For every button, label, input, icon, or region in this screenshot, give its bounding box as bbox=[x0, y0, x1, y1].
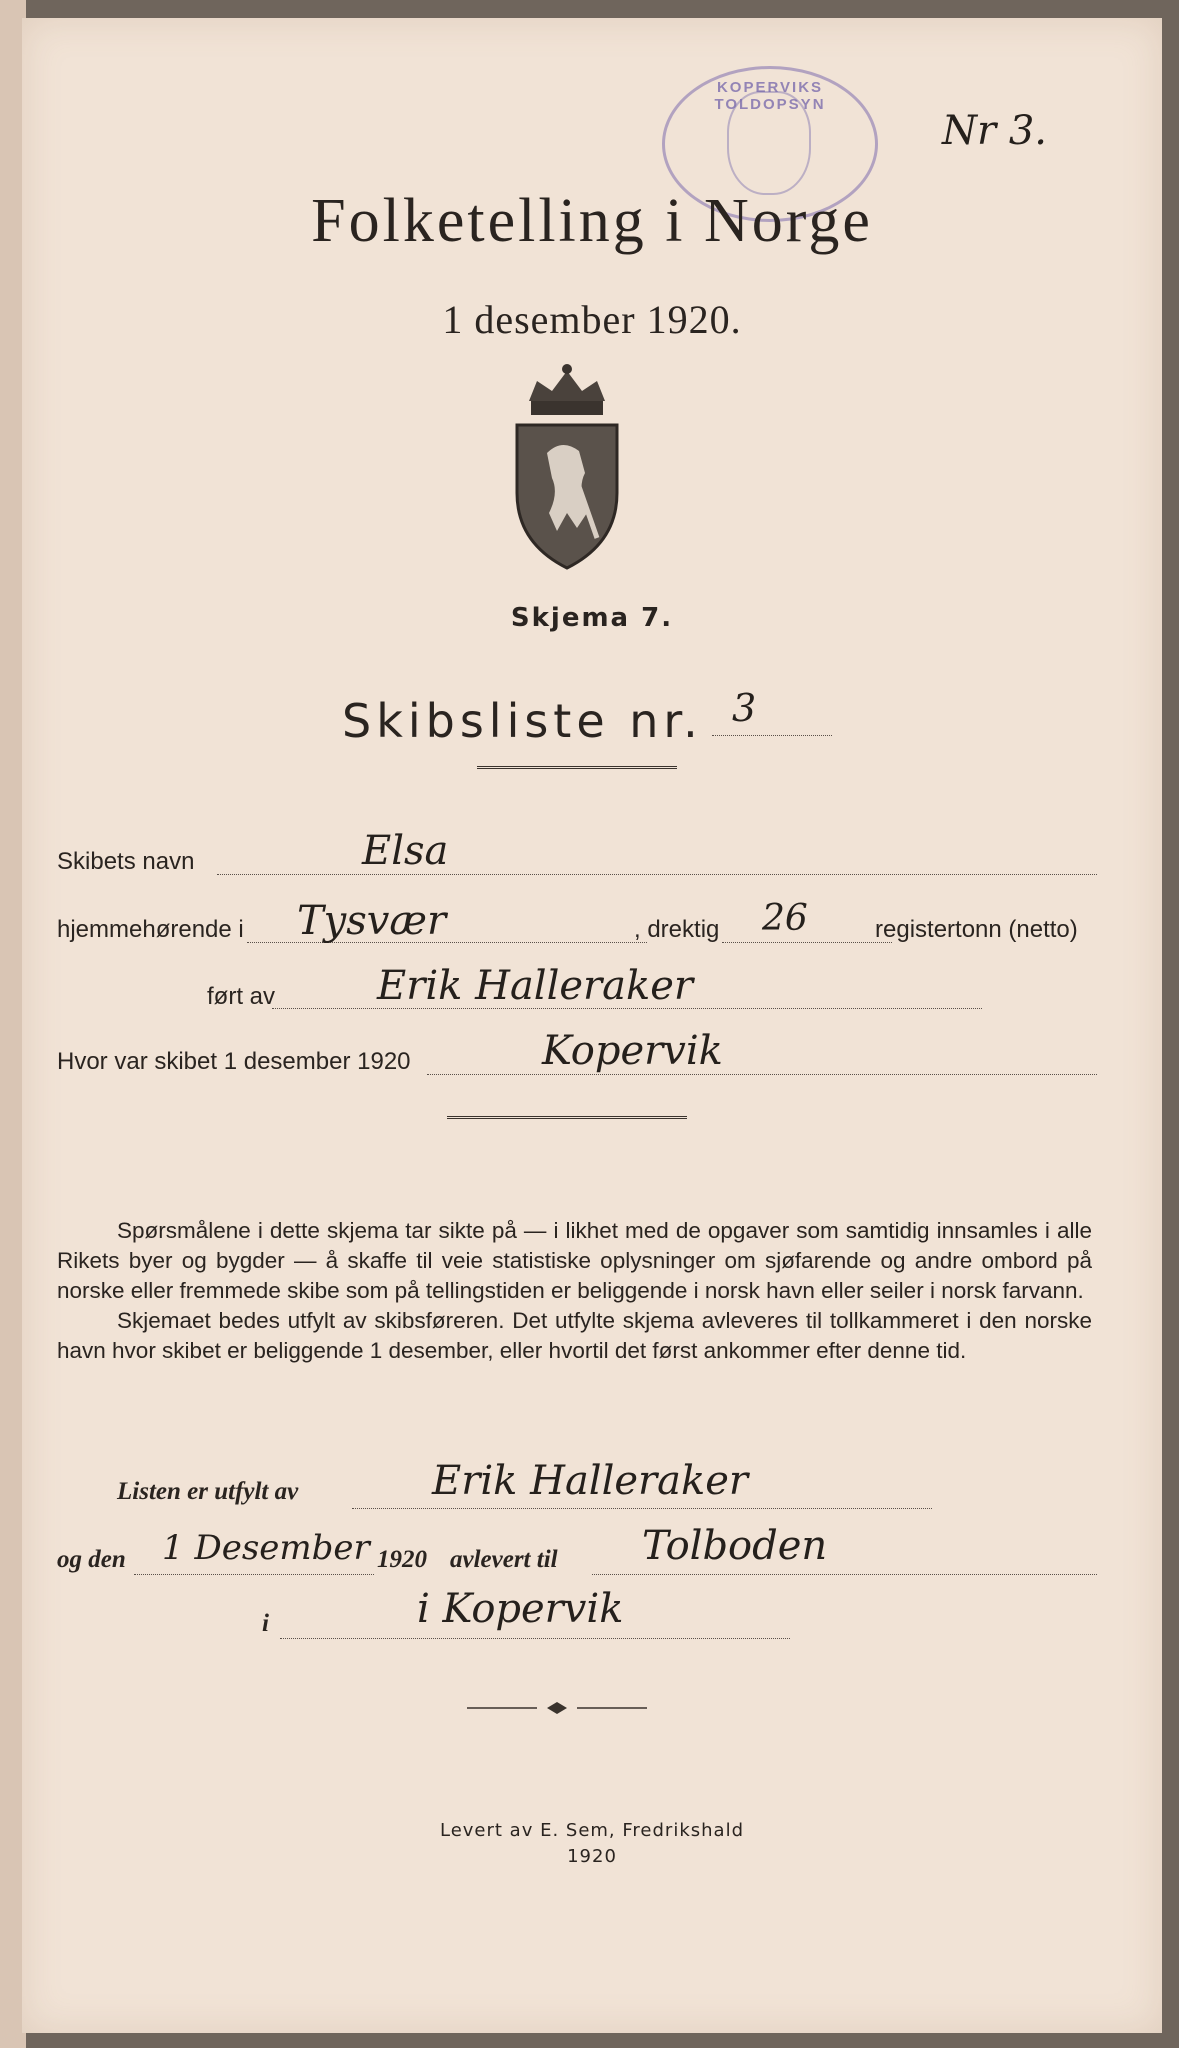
instructions-paragraph-2: Skjemaet bedes utfylt av skibsføreren. Det utfylte skjema avleveres til tollkammeret i den norske havn hvor skibet er beliggende 1 desember, eller hvortil det først ankommer efter denne tid. bbox=[57, 1308, 1092, 1363]
form-title: Folketelling i Norge bbox=[311, 187, 873, 255]
census-form-sheet bbox=[22, 18, 1162, 2033]
filled-by-value: Erik Halleraker bbox=[432, 1458, 749, 1504]
stamp-text: KOPERVIKS TOLDOPSYN bbox=[714, 79, 826, 113]
home-port-value: Tysvær bbox=[297, 898, 447, 944]
printer-year: 1920 bbox=[567, 1846, 617, 1867]
printer-name: Levert av E. Sem, Fredrikshald bbox=[439, 1820, 744, 1841]
tonnage-line bbox=[722, 942, 892, 943]
ship-list-label: Skibsliste nr. bbox=[342, 694, 703, 748]
ship-name-line bbox=[217, 874, 1097, 875]
location-value: Kopervik bbox=[542, 1028, 723, 1074]
date-line bbox=[134, 1574, 374, 1575]
coat-of-arms-icon bbox=[507, 363, 627, 578]
corner-note: Nr 3. bbox=[942, 108, 1047, 154]
divider-rule-2 bbox=[447, 1116, 687, 1119]
ship-name-label: Skibets navn bbox=[57, 848, 195, 875]
printer-credit bbox=[22, 1818, 1162, 1870]
ship-list-number-line bbox=[712, 735, 832, 736]
ship-list-number: 3 bbox=[732, 686, 757, 730]
schema-number: Skjema 7. bbox=[510, 603, 674, 633]
tonnage-label: , drektig bbox=[634, 916, 720, 943]
stamp-emblem-icon bbox=[727, 91, 811, 195]
filled-by-line bbox=[352, 1508, 932, 1509]
filled-by-label: Listen er utfylt av bbox=[117, 1478, 299, 1505]
tonnage-unit: registertonn (netto) bbox=[875, 916, 1078, 943]
place-value: i Kopervik bbox=[417, 1586, 624, 1632]
location-label: Hvor var skibet 1 desember 1920 bbox=[57, 1048, 411, 1075]
place-line bbox=[280, 1638, 790, 1639]
date-prefix: og den bbox=[57, 1546, 126, 1573]
delivered-line bbox=[592, 1574, 1097, 1575]
captain-label: ført av bbox=[207, 983, 276, 1010]
census-date: 1 desember 1920. bbox=[442, 297, 742, 342]
instructions bbox=[57, 1216, 1092, 1366]
place-label: i bbox=[262, 1610, 269, 1637]
ship-name-value: Elsa bbox=[362, 828, 449, 874]
delivered-value: Tolboden bbox=[642, 1523, 828, 1569]
location-line bbox=[427, 1074, 1097, 1075]
date-value: 1 Desember bbox=[162, 1528, 370, 1568]
home-port-label: hjemmehørende i bbox=[57, 916, 244, 943]
captain-value: Erik Halleraker bbox=[377, 963, 694, 1009]
divider-rule bbox=[477, 766, 677, 769]
ornament-divider-icon bbox=[467, 1698, 647, 1718]
delivered-label: avlevert til bbox=[450, 1546, 558, 1573]
instructions-paragraph-1: Spørsmålene i dette skjema tar sikte på — i likhet med de opgaver som samtidig innsamles i alle Rikets byer og bygder — å skaffe til veie statistiske oplysninger om sjøfarende og andre ombord på norske eller fremmede skibe som på tellingstiden er beliggende i norsk havn eller seiler i norsk farvann. bbox=[57, 1218, 1092, 1303]
tonnage-value: 26 bbox=[762, 898, 808, 939]
signoff-year: 1920 bbox=[377, 1546, 427, 1573]
